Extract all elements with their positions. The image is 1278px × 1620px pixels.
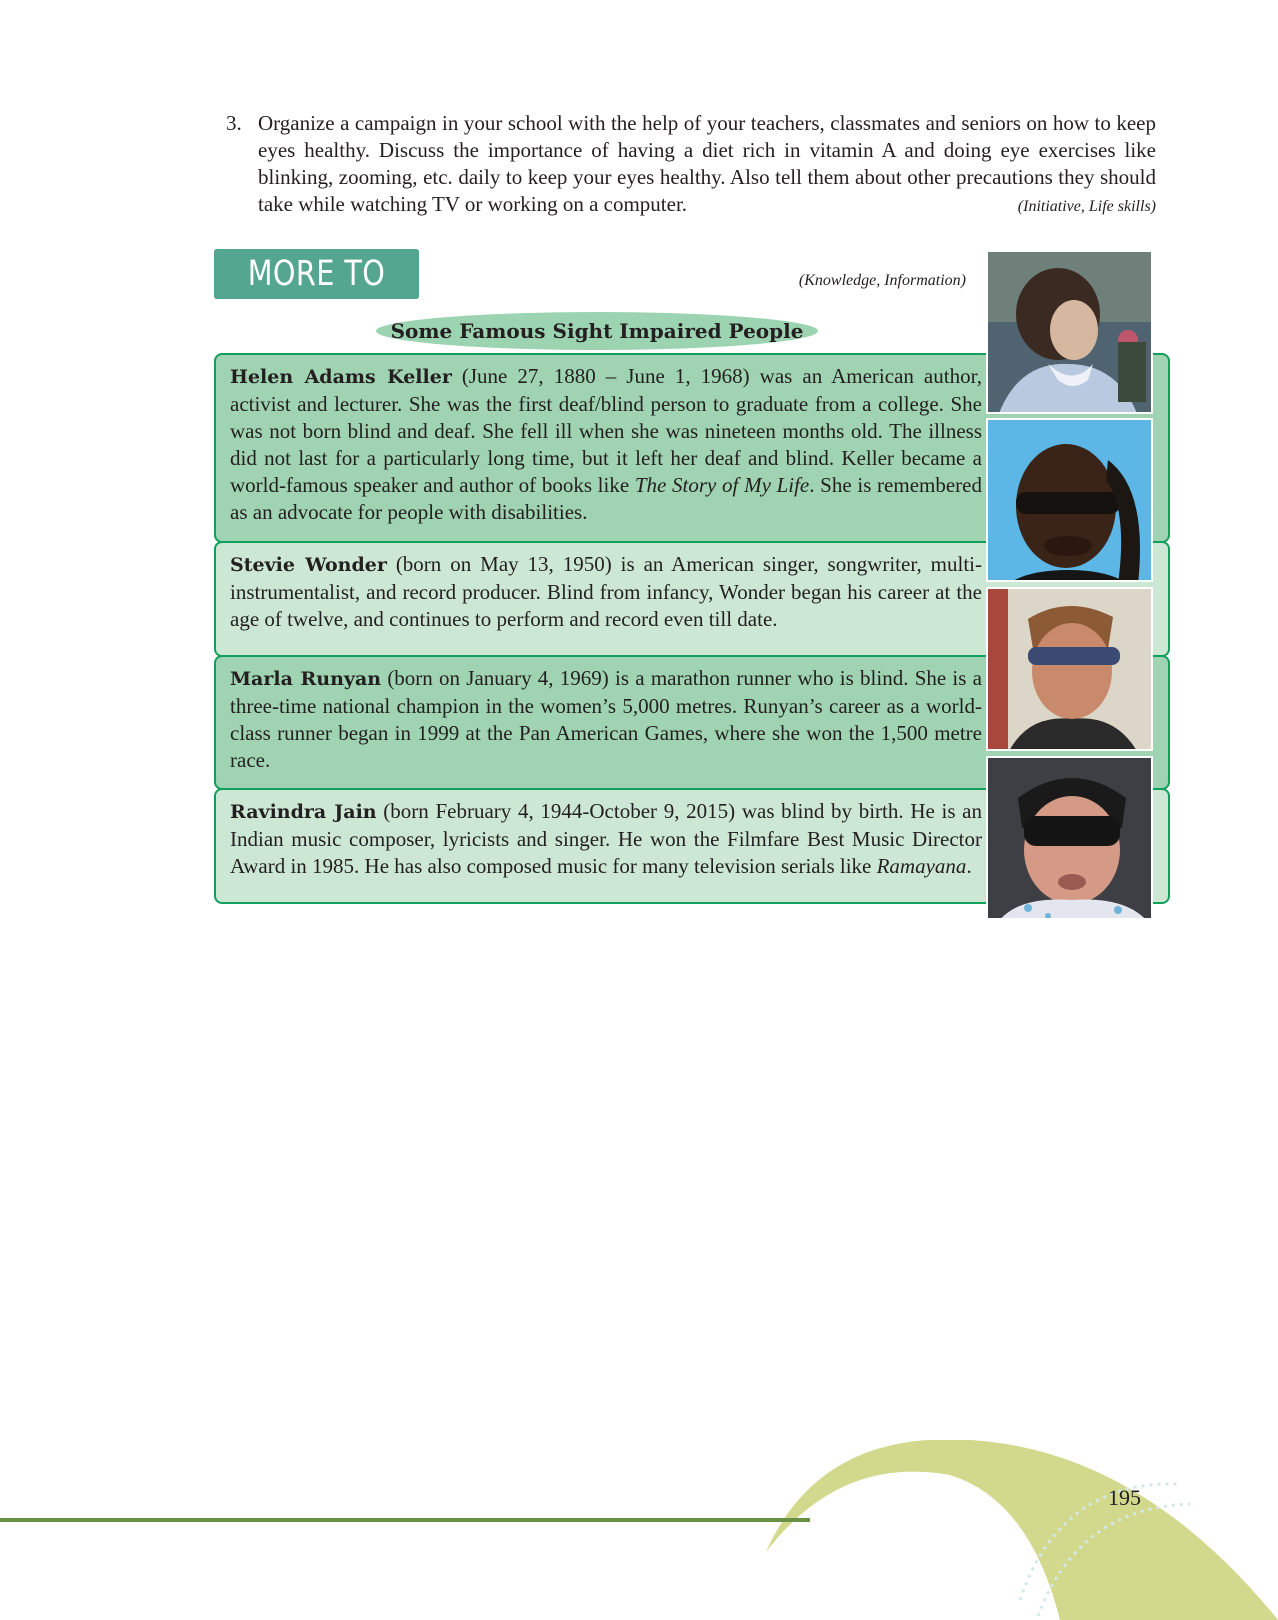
person-name: Helen Adams Keller (230, 366, 452, 388)
jain-photo (986, 756, 1153, 920)
person-name: Stevie Wonder (230, 554, 387, 576)
person-text: Marla Runyan (born on January 4, 1969) is a marathon runner who is blind. She is a three-time national champion in the women’s 5,000 metres. Runyan’s career as a world-class runner began in 1999 at the Pan American Games, where she won the 1,500 metre race. (230, 666, 982, 772)
runyan-photo (986, 587, 1153, 751)
page-number: 195 (1108, 1485, 1141, 1510)
activity-text: Organize a campaign in your school with the help of your teachers, classmates and seniors on how to keep eyes healthy. Discuss the importance of having a diet rich in vitamin A and doing eye exercises like blinking, zooming, etc. daily to keep your eyes healthy. Also tell them about other precautions they should take while watching TV or working on a computer. (258, 111, 1156, 216)
keller-photo (986, 250, 1153, 414)
activity-item (226, 110, 1156, 220)
person-text: Ravindra Jain (born February 4, 1944-October 9, 2015) was blind by birth. He is an Indian music composer, lyricists and singer. He won the Filmfare Best Music Director Award in 1985. He has also composed music for many television serials like Ramayana. (230, 799, 983, 878)
more-to-know-banner: MORE TO KNOW (214, 249, 419, 299)
activity-number: 3. (226, 111, 242, 135)
footer-line (0, 1518, 810, 1522)
person-name: Ravindra Jain (230, 801, 377, 823)
wonder-photo (986, 418, 1153, 582)
section-subtitle: Some Famous Sight Impaired People (376, 312, 818, 350)
corner-decoration (760, 1440, 1278, 1620)
person-text: Stevie Wonder (born on May 13, 1950) is an American singer, songwriter, multi-instrumentalist, and record producer. Blind from infancy, Wonder began his career at the age of twelve, and continues to perform and record even till date. (230, 552, 982, 631)
activity-skills: (Initiative, Life skills) (1017, 198, 1156, 215)
more-to-know-tag: (Knowledge, Information) (798, 272, 966, 289)
person-name: Marla Runyan (230, 668, 382, 690)
person-text: Helen Adams Keller (June 27, 1880 – June 1, 1968) was an American author, activist and lecturer. She was the first deaf/blind person to graduate from a college. She was not born blind and deaf. She fell ill when she was nineteen months old. The illness did not last for a particularly long time, but it left her deaf and blind. Keller became a world-famous speaker and author of books like The Story of My Life. She is remembered as an advocate for people with disabilities. (230, 364, 982, 524)
